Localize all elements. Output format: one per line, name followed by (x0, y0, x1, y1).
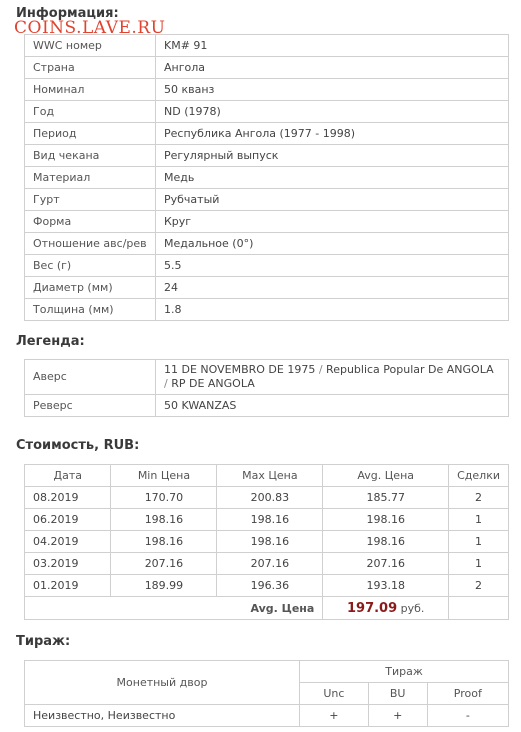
section-title-legend: Легенда: (16, 334, 85, 349)
info-row (25, 189, 509, 211)
legend-value (156, 360, 509, 395)
price-row (25, 487, 509, 509)
info-label: Гурт (25, 189, 156, 211)
info-value: Ангола (156, 57, 509, 79)
info-label: Форма (25, 211, 156, 233)
price-date: 06.2019 (25, 509, 111, 531)
info-row (25, 79, 509, 101)
price-max: 200.83 (217, 487, 323, 509)
info-row (25, 101, 509, 123)
info-value: KM# 91 (156, 35, 509, 57)
info-value: 24 (156, 277, 509, 299)
avg-cell (323, 597, 449, 620)
price-header: Max Цена (217, 465, 323, 487)
info-label: Номинал (25, 79, 156, 101)
price-min: 170.70 (111, 487, 217, 509)
price-min: 207.16 (111, 553, 217, 575)
price-deals: 1 (449, 553, 509, 575)
mintage-group-header: Тираж (300, 661, 509, 683)
legend-value: 50 KWANZAS (156, 395, 509, 417)
avg-unit: руб. (400, 601, 425, 615)
info-row (25, 145, 509, 167)
info-row (25, 123, 509, 145)
legend-table (24, 359, 509, 417)
price-date: 08.2019 (25, 487, 111, 509)
info-value: Регулярный выпуск (156, 145, 509, 167)
obverse-text: 11 DE NOVEMBRO DE 1975 (164, 363, 316, 376)
price-header: Дата (25, 465, 111, 487)
info-value: Рубчатый (156, 189, 509, 211)
mint-header: Монетный двор (25, 661, 300, 705)
mintage-row (25, 705, 509, 727)
price-min: 198.16 (111, 509, 217, 531)
price-avg: 193.18 (323, 575, 449, 597)
mintage-header-row (25, 661, 509, 683)
price-row (25, 575, 509, 597)
legend-label: Реверс (25, 395, 156, 417)
price-avg: 185.77 (323, 487, 449, 509)
price-date: 04.2019 (25, 531, 111, 553)
info-value: 50 кванз (156, 79, 509, 101)
info-row (25, 167, 509, 189)
price-header: Min Цена (111, 465, 217, 487)
obverse-text: Republica Popular De ANGOLA (326, 363, 494, 376)
info-value: Медь (156, 167, 509, 189)
section-title-price: Стоимость, RUB: (16, 438, 140, 453)
price-min: 189.99 (111, 575, 217, 597)
info-row (25, 277, 509, 299)
avg-row (25, 597, 509, 620)
price-min: 198.16 (111, 531, 217, 553)
mintage-bu: + (368, 705, 427, 727)
avg-empty-cell (449, 597, 509, 620)
info-label: Материал (25, 167, 156, 189)
info-value: Медальное (0°) (156, 233, 509, 255)
mintage-subheader: Proof (427, 683, 508, 705)
avg-label: Avg. Цена (25, 597, 323, 620)
legend-separator: / (318, 363, 323, 376)
legend-separator: / (164, 377, 168, 390)
info-label: Отношение авс/рев (25, 233, 156, 255)
price-row (25, 509, 509, 531)
info-label: Толщина (мм) (25, 299, 156, 321)
price-header-row (25, 465, 509, 487)
mintage-table (24, 660, 509, 727)
info-table (24, 34, 509, 321)
mint-name: Неизвестно, Неизвестно (25, 705, 300, 727)
section-title-info: Информация: (16, 6, 119, 21)
price-max: 198.16 (217, 509, 323, 531)
info-value: ND (1978) (156, 101, 509, 123)
info-label: Год (25, 101, 156, 123)
price-header: Avg. Цена (323, 465, 449, 487)
mintage-subheader: Unc (300, 683, 369, 705)
mintage-unc: + (300, 705, 369, 727)
info-label: Период (25, 123, 156, 145)
info-value: Республика Ангола (1977 - 1998) (156, 123, 509, 145)
price-row (25, 531, 509, 553)
info-row (25, 211, 509, 233)
info-label: Вид чекана (25, 145, 156, 167)
price-deals: 2 (449, 487, 509, 509)
info-label: Вес (г) (25, 255, 156, 277)
info-row (25, 299, 509, 321)
price-table (24, 464, 509, 620)
info-label: WWC номер (25, 35, 156, 57)
price-date: 03.2019 (25, 553, 111, 575)
info-value: 5.5 (156, 255, 509, 277)
info-label: Страна (25, 57, 156, 79)
price-row (25, 553, 509, 575)
legend-label: Аверс (25, 360, 156, 395)
info-row (25, 255, 509, 277)
legend-row-reverse (25, 395, 509, 417)
legend-row-obverse (25, 360, 509, 395)
site-watermark: COINS.LAVE.RU (14, 18, 166, 38)
info-value: Круг (156, 211, 509, 233)
avg-value: 197.09 (346, 600, 398, 616)
price-deals: 1 (449, 509, 509, 531)
price-date: 01.2019 (25, 575, 111, 597)
section-title-mintage: Тираж: (16, 634, 71, 649)
info-row (25, 233, 509, 255)
info-label: Диаметр (мм) (25, 277, 156, 299)
price-deals: 1 (449, 531, 509, 553)
price-avg: 198.16 (323, 531, 449, 553)
price-max: 207.16 (217, 553, 323, 575)
price-header: Сделки (449, 465, 509, 487)
price-deals: 2 (449, 575, 509, 597)
obverse-text: RP DE ANGOLA (171, 377, 255, 390)
info-row (25, 57, 509, 79)
mintage-subheader: BU (368, 683, 427, 705)
price-max: 196.36 (217, 575, 323, 597)
price-max: 198.16 (217, 531, 323, 553)
info-value: 1.8 (156, 299, 509, 321)
price-avg: 198.16 (323, 509, 449, 531)
price-avg: 207.16 (323, 553, 449, 575)
mintage-proof: - (427, 705, 508, 727)
